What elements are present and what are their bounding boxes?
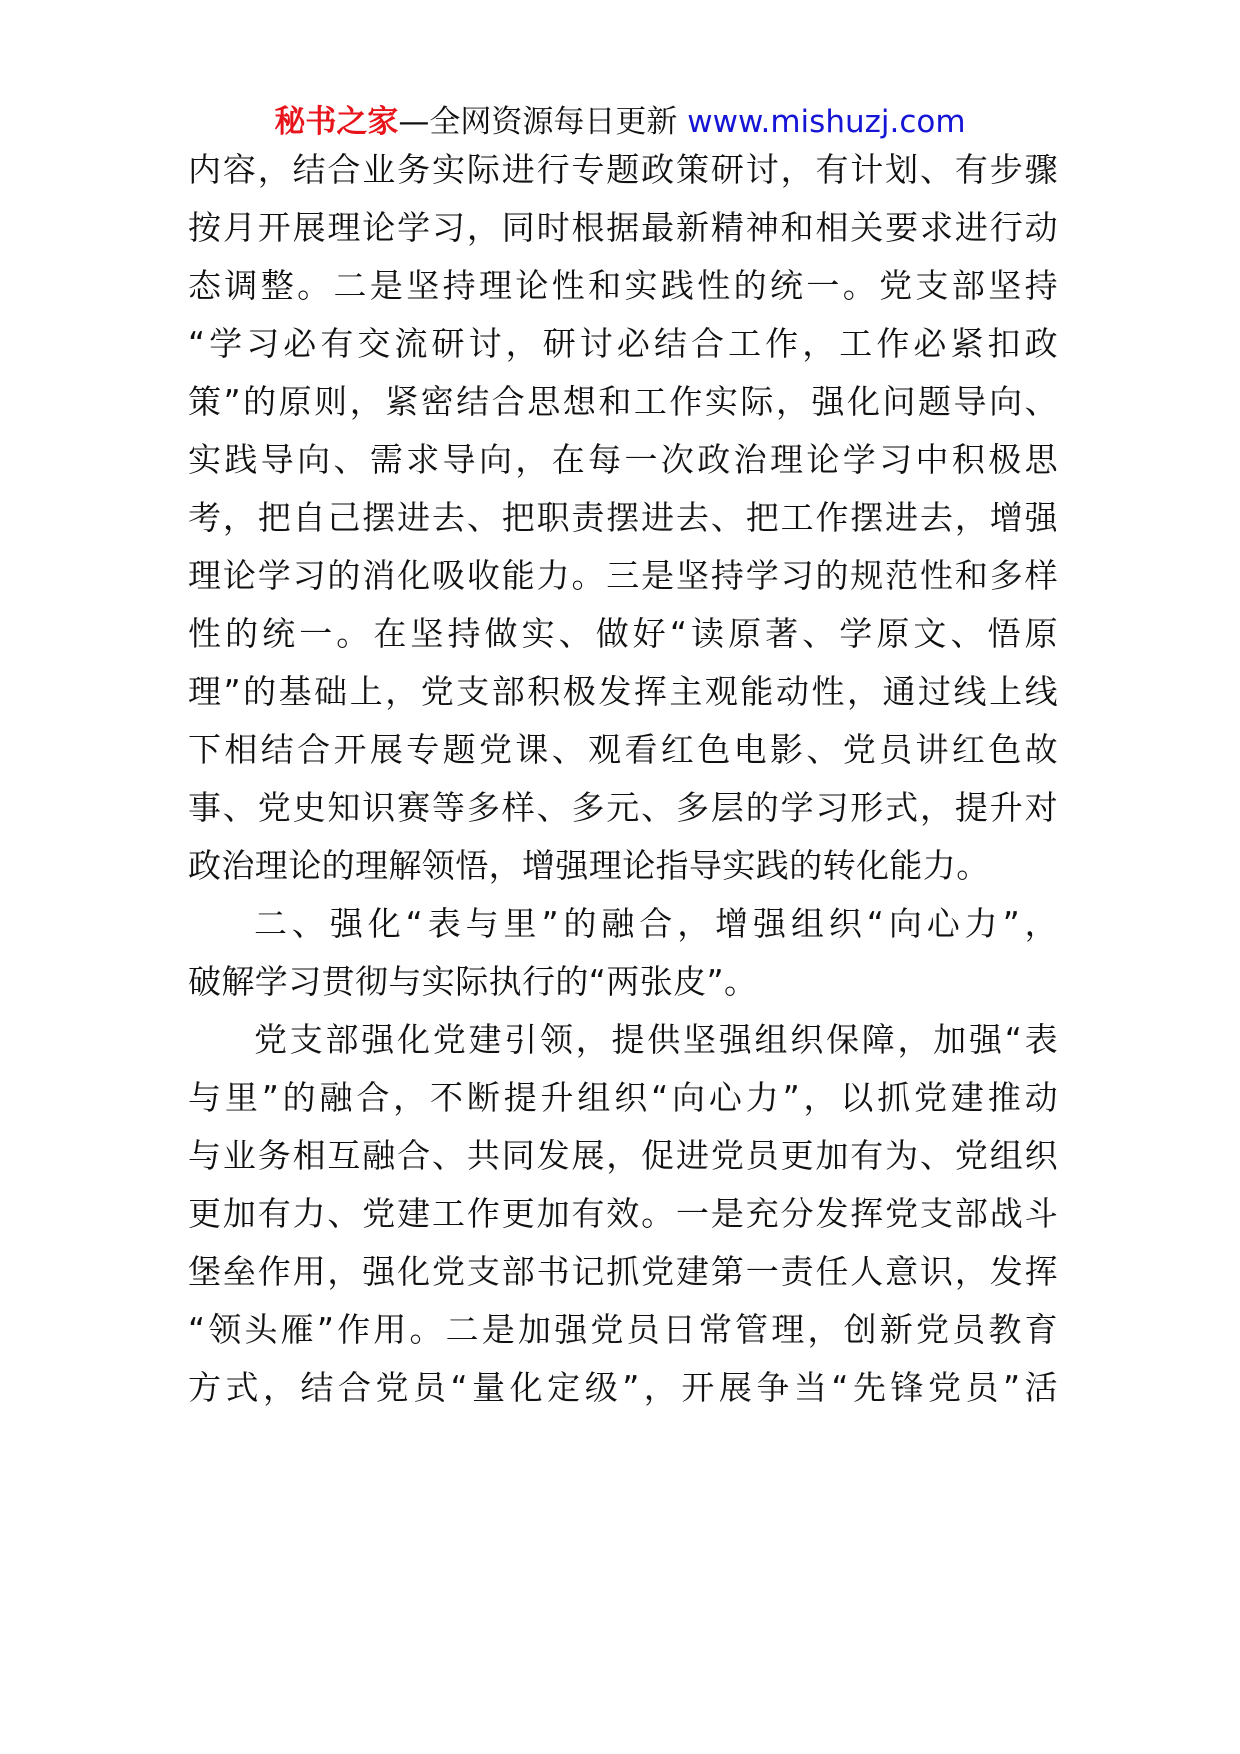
text-line: 事、党史知识赛等多样、多元、多层的学习形式，提升对 — [188, 788, 1058, 827]
text-line: 与里”的融合，不断提升组织“向心力”，以抓党建推动 — [188, 1078, 1058, 1117]
text-line: 理论学习的消化吸收能力。三是坚持学习的规范性和多样 — [188, 556, 1058, 595]
text-line: 实践导向、需求导向，在每一次政治理论学习中积极思 — [188, 440, 1058, 479]
site-tagline: —全网资源每日更新 — [398, 104, 678, 140]
text-line: 党支部强化党建引领，提供坚强组织保障，加强“表 — [254, 1020, 1058, 1059]
text-line: 方式，结合党员“量化定级”，开展争当“先锋党员”活 — [188, 1368, 1058, 1407]
text-line: 考，把自己摆进去、把职责摆进去、把工作摆进去，增强 — [188, 498, 1058, 537]
text-line: 性的统一。在坚持做实、做好“读原著、学原文、悟原 — [188, 614, 1058, 653]
site-brand: 秘书之家 — [274, 104, 399, 140]
text-line: 按月开展理论学习，同时根据最新精神和相关要求进行动 — [188, 208, 1058, 247]
text-line: “领头雁”作用。二是加强党员日常管理，创新党员教育 — [188, 1310, 1058, 1349]
text-line: 策”的原则，紧密结合思想和工作实际，强化问题导向、 — [188, 382, 1058, 421]
section-heading: 二、强化“表与里”的融合，增强组织“向心力”， — [254, 904, 1058, 943]
site-url: www.mishuzj.com — [687, 104, 966, 140]
text-line: 内容，结合业务实际进行专题政策研讨，有计划、有步骤 — [188, 150, 1058, 189]
text-line: 更加有力、党建工作更加有效。一是充分发挥党支部战斗 — [188, 1194, 1058, 1233]
text-line: 堡垒作用，强化党支部书记抓党建第一责任人意识，发挥 — [188, 1252, 1058, 1291]
text-line: 与业务相互融合、共同发展，促进党员更加有为、党组织 — [188, 1136, 1058, 1175]
text-line: 政治理论的理解领悟，增强理论指导实践的转化能力。 — [188, 846, 990, 885]
text-line: 理”的基础上，党支部积极发挥主观能动性，通过线上线 — [188, 672, 1058, 711]
text-line: 态调整。二是坚持理论性和实践性的统一。党支部坚持 — [188, 266, 1058, 305]
section-heading-cont: 破解学习贯彻与实际执行的“两张皮”。 — [188, 962, 758, 1001]
text-line: 下相结合开展专题党课、观看红色电影、党员讲红色故 — [188, 730, 1058, 769]
text-line: “学习必有交流研讨，研讨必结合工作，工作必紧扣政 — [188, 324, 1058, 363]
